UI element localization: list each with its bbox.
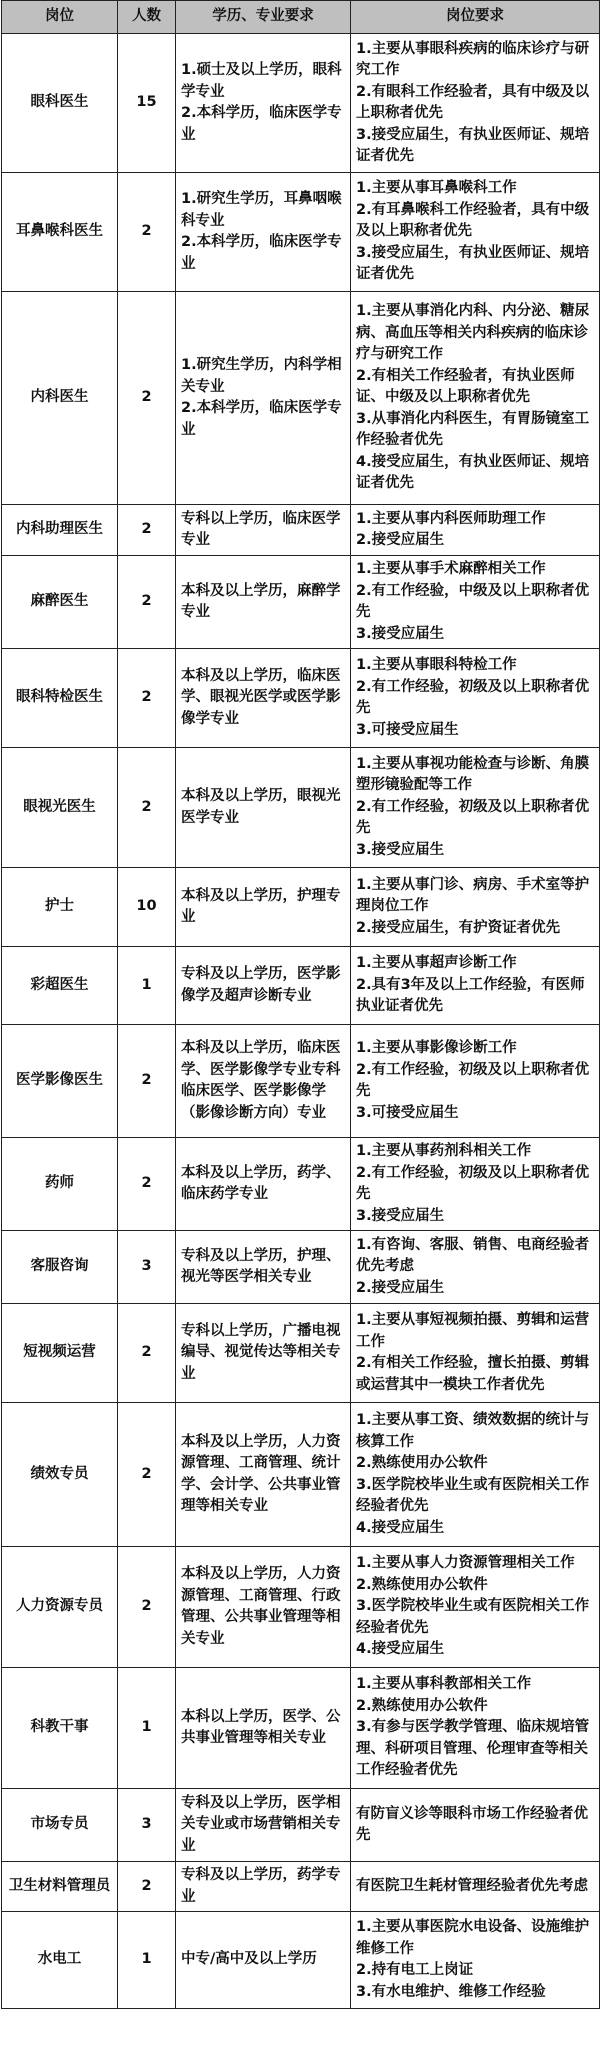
cell-education	[176, 649, 351, 748]
requirement-line: 1.主要从事耳鼻喉科工作	[356, 180, 517, 197]
cell-position: 麻醉医生	[2, 556, 118, 649]
cell-education	[176, 947, 351, 1025]
cell-requirements	[351, 1862, 600, 1912]
cell-count: 3	[118, 1231, 176, 1304]
cell-count: 2	[118, 1547, 176, 1668]
table-row	[2, 1231, 600, 1304]
cell-position: 短视频运营	[2, 1304, 118, 1403]
requirement-line: 3.有参与医学教学管理、临床规培管理、科研项目管理、伦理审查等相关工作经验者优先	[356, 1719, 590, 1779]
cell-position: 卫生材料管理员	[2, 1862, 118, 1912]
cell-position: 内科医生	[2, 292, 118, 505]
cell-position: 市场专员	[2, 1789, 118, 1862]
cell-requirements	[351, 1668, 600, 1789]
education-line: 1.硕士及以上学历，眼科学专业	[181, 62, 342, 100]
cell-requirements	[351, 1547, 600, 1668]
education-line: 1.研究生学历，内科学相关专业	[181, 357, 342, 395]
requirement-line: 3.可接受应届生	[356, 721, 459, 738]
requirement-line: 2.接受应届生	[356, 1279, 445, 1296]
requirement-line: 2.接受应届生，有护资证者优先	[356, 919, 561, 936]
requirement-line: 1.主要从事科教部相关工作	[356, 1676, 532, 1693]
header-requirements: 岗位要求	[351, 1, 600, 34]
header-position: 岗位	[2, 1, 118, 34]
cell-education	[176, 1138, 351, 1231]
cell-requirements	[351, 1231, 600, 1304]
requirement-line: 3.接受应届生	[356, 625, 445, 642]
requirement-line: 3.从事消化内科医生，有胃肠镜室工作经验者优先	[356, 410, 590, 449]
cell-position: 客服咨询	[2, 1231, 118, 1304]
cell-count: 1	[118, 947, 176, 1025]
education-line: 2.本科学历，临床医学专业	[181, 234, 342, 272]
recruitment-table	[1, 0, 600, 2009]
requirement-line: 3.医学院校毕业生或有医院相关工作经验者优先	[356, 1476, 590, 1514]
cell-education	[176, 505, 351, 556]
table-row	[2, 34, 600, 173]
education-line: 专科及以上学历，护理、视光等医学相关专业	[181, 1247, 341, 1285]
education-line: 本科以上学历，医学、公共事业管理等相关专业	[181, 1708, 341, 1746]
table-row	[2, 947, 600, 1025]
table-row	[2, 173, 600, 292]
cell-education	[176, 556, 351, 649]
cell-position: 科教干事	[2, 1668, 118, 1789]
requirement-line: 2.熟练使用办公软件	[356, 1576, 488, 1593]
requirement-line: 1.主要从事人力资源管理相关工作	[356, 1555, 575, 1572]
cell-requirements	[351, 1912, 600, 2009]
cell-count: 2	[118, 505, 176, 556]
education-line: 本科及以上学历，药学、临床药学专业	[181, 1164, 341, 1202]
requirement-line: 1.主要从事工资、绩效数据的统计与核算工作	[356, 1412, 590, 1450]
requirement-line: 1.主要从事超声诊断工作	[356, 955, 517, 972]
education-line: 1.研究生学历，耳鼻咽喉科专业	[181, 191, 342, 229]
table-row	[2, 292, 600, 505]
requirement-line: 有医院卫生耗材管理经验者优先考虑	[356, 1877, 588, 1894]
requirement-line: 3.可接受应届生	[356, 1104, 459, 1121]
cell-position: 绩效专员	[2, 1403, 118, 1547]
cell-count: 2	[118, 1862, 176, 1912]
requirement-line: 2.持有电工上岗证	[356, 1962, 474, 1978]
requirement-line: 2.有工作经验，中级及以上职称者优先	[356, 582, 590, 620]
requirement-line: 1.主要从事消化内科、内分泌、糖尿病、高血压等相关内科疾病的临床诊疗与研究工作	[356, 303, 590, 363]
cell-requirements	[351, 947, 600, 1025]
cell-education	[176, 1668, 351, 1789]
requirement-line: 1.主要从事眼科特检工作	[356, 657, 517, 673]
education-line: 本科及以上学历，人力资源管理、工商管理、行政管理、公共事业管理等相关专业	[181, 1566, 341, 1647]
requirement-line: 2.有工作经验，初级及以上职称者优先	[356, 1164, 590, 1202]
requirement-line: 2.有相关工作经验者，有执业医师证、中级及以上职称者优先	[356, 367, 575, 406]
cell-education	[176, 292, 351, 505]
cell-education	[176, 1403, 351, 1547]
table-row	[2, 1789, 600, 1862]
cell-count: 2	[118, 1403, 176, 1547]
cell-requirements	[351, 34, 600, 173]
education-line: 专科以上学历，广播电视编导、视觉传达等相关专业	[181, 1322, 341, 1382]
cell-education	[176, 1547, 351, 1668]
requirement-line: 2.熟练使用办公软件	[356, 1455, 488, 1471]
cell-count: 1	[118, 1668, 176, 1789]
requirement-line: 1.主要从事眼科疾病的临床诊疗与研究工作	[356, 40, 590, 78]
cell-position: 内科助理医生	[2, 505, 118, 556]
header-count: 人数	[118, 1, 176, 34]
requirement-line: 2.有工作经验，初级及以上职称者优先	[356, 1061, 590, 1099]
requirement-line: 1.主要从事医院水电设备、设施维护维修工作	[356, 1919, 590, 1957]
cell-position: 人力资源专员	[2, 1547, 118, 1668]
cell-requirements	[351, 556, 600, 649]
cell-requirements	[351, 173, 600, 292]
requirement-line: 2.具有3年及以上工作经验，有医师执业证者优先	[356, 976, 585, 1015]
education-line: 本科及以上学历，临床医学、医学影像学专业专科临床医学、医学影像学（影像诊断方向）专业	[181, 1040, 341, 1121]
cell-position: 彩超医生	[2, 947, 118, 1025]
cell-count: 1	[118, 1912, 176, 2009]
table-row	[2, 1547, 600, 1668]
table-body	[2, 34, 600, 2009]
cell-requirements	[351, 505, 600, 556]
requirement-line: 2.熟练使用办公软件	[356, 1697, 488, 1714]
education-line: 专科及以上学历，医学影像学及超声诊断专业	[181, 966, 341, 1004]
requirement-line: 3.接受应届生，有执业医师证、规培证者优先	[356, 126, 590, 164]
requirement-line: 1.主要从事门诊、病房、手术室等护理岗位工作	[356, 876, 590, 915]
requirement-line: 2.有相关工作经验，擅长拍摄、剪辑或运营其中一模块工作者优先	[356, 1355, 590, 1393]
requirement-line: 3.有水电维护、维修工作经验	[356, 1983, 546, 2000]
requirement-line: 4.接受应届生	[356, 1519, 445, 1536]
cell-requirements	[351, 292, 600, 505]
requirement-line: 2.有工作经验，初级及以上职称者优先	[356, 798, 590, 837]
cell-education	[176, 868, 351, 947]
requirement-line: 2.有耳鼻喉科工作经验者，具有中级及以上职称者优先	[356, 201, 590, 240]
cell-education	[176, 1789, 351, 1862]
cell-requirements	[351, 1025, 600, 1138]
cell-position: 药师	[2, 1138, 118, 1231]
requirement-line: 有防盲义诊等眼科市场工作经验者优先	[356, 1805, 588, 1843]
requirement-line: 1.主要从事影像诊断工作	[356, 1040, 517, 1056]
table-row	[2, 1668, 600, 1789]
table-row	[2, 748, 600, 868]
cell-requirements	[351, 1304, 600, 1403]
table-header-row	[2, 1, 600, 34]
cell-requirements	[351, 748, 600, 868]
table-row	[2, 1912, 600, 2009]
requirement-line: 1.主要从事药剂科相关工作	[356, 1143, 532, 1159]
cell-requirements	[351, 1138, 600, 1231]
cell-position: 眼科特检医生	[2, 649, 118, 748]
cell-count: 2	[118, 292, 176, 505]
education-line: 专科及以上学历，药学专业	[181, 1867, 341, 1905]
cell-count: 2	[118, 1138, 176, 1231]
cell-requirements	[351, 649, 600, 748]
cell-count: 2	[118, 556, 176, 649]
requirement-line: 1.主要从事视功能检查与诊断、角膜塑形镜验配等工作	[356, 755, 590, 794]
requirement-line: 4.接受应届生，有执业医师证、规培证者优先	[356, 453, 590, 492]
table-row	[2, 1304, 600, 1403]
cell-education	[176, 1231, 351, 1304]
cell-count: 2	[118, 649, 176, 748]
cell-position: 眼视光医生	[2, 748, 118, 868]
cell-position: 眼科医生	[2, 34, 118, 173]
education-line: 本科及以上学历，护理专业	[181, 887, 341, 925]
cell-requirements	[351, 1789, 600, 1862]
cell-education	[176, 748, 351, 868]
cell-count: 15	[118, 34, 176, 173]
table-row	[2, 1138, 600, 1231]
requirement-line: 3.接受应届生	[356, 841, 445, 858]
cell-requirements	[351, 1403, 600, 1547]
requirement-line: 2.有眼科工作经验者，具有中级及以上职称者优先	[356, 83, 590, 121]
cell-position: 医学影像医生	[2, 1025, 118, 1138]
table-row	[2, 1403, 600, 1547]
cell-education	[176, 1862, 351, 1912]
cell-position: 护士	[2, 868, 118, 947]
education-line: 本科及以上学历，临床医学、眼视光医学或医学影像学专业	[181, 667, 341, 727]
education-line: 本科及以上学历，麻醉学专业	[181, 582, 341, 620]
requirement-line: 1.有咨询、客服、销售、电商经验者优先考虑	[356, 1236, 590, 1275]
cell-position: 水电工	[2, 1912, 118, 2009]
cell-education	[176, 1025, 351, 1138]
requirement-line: 3.接受应届生，有执业医师证、规培证者优先	[356, 244, 590, 283]
cell-count: 2	[118, 1025, 176, 1138]
requirement-line: 1.主要从事内科医师助理工作	[356, 510, 546, 527]
cell-education	[176, 34, 351, 173]
requirement-line: 2.接受应届生	[356, 532, 445, 548]
requirement-line: 4.接受应届生	[356, 1641, 445, 1658]
cell-education	[176, 1912, 351, 2009]
requirement-line: 1.主要从事短视频拍摄、剪辑和运营工作	[356, 1312, 590, 1350]
requirement-line: 1.主要从事手术麻醉相关工作	[356, 561, 546, 577]
cell-count: 2	[118, 1304, 176, 1403]
cell-education	[176, 1304, 351, 1403]
education-line: 中专/高中及以上学历	[181, 1951, 317, 1968]
table-row	[2, 1862, 600, 1912]
cell-count: 2	[118, 173, 176, 292]
cell-position: 耳鼻喉科医生	[2, 173, 118, 292]
education-line: 本科及以上学历，眼视光医学专业	[181, 788, 341, 826]
table-row	[2, 505, 600, 556]
cell-count: 2	[118, 748, 176, 868]
table-row	[2, 868, 600, 947]
education-line: 专科以上学历，临床医学专业	[181, 510, 341, 548]
table-row	[2, 1025, 600, 1138]
education-line: 2.本科学历，临床医学专业	[181, 400, 342, 438]
cell-count: 3	[118, 1789, 176, 1862]
education-line: 2.本科学历，临床医学专业	[181, 105, 342, 143]
education-line: 本科及以上学历，人力资源管理、工商管理、统计学、会计学、公共事业管理等相关专业	[181, 1433, 341, 1514]
cell-education	[176, 173, 351, 292]
requirement-line: 3.医学院校毕业生或有医院相关工作经验者优先	[356, 1598, 590, 1636]
cell-requirements	[351, 868, 600, 947]
table-row	[2, 649, 600, 748]
header-education: 学历、专业要求	[176, 1, 351, 34]
education-line: 专科及以上学历，医学相关专业或市场营销相关专业	[181, 1794, 341, 1854]
table-row	[2, 556, 600, 649]
requirement-line: 2.有工作经验，初级及以上职称者优先	[356, 678, 590, 716]
requirement-line: 3.接受应届生	[356, 1207, 445, 1224]
cell-count: 10	[118, 868, 176, 947]
